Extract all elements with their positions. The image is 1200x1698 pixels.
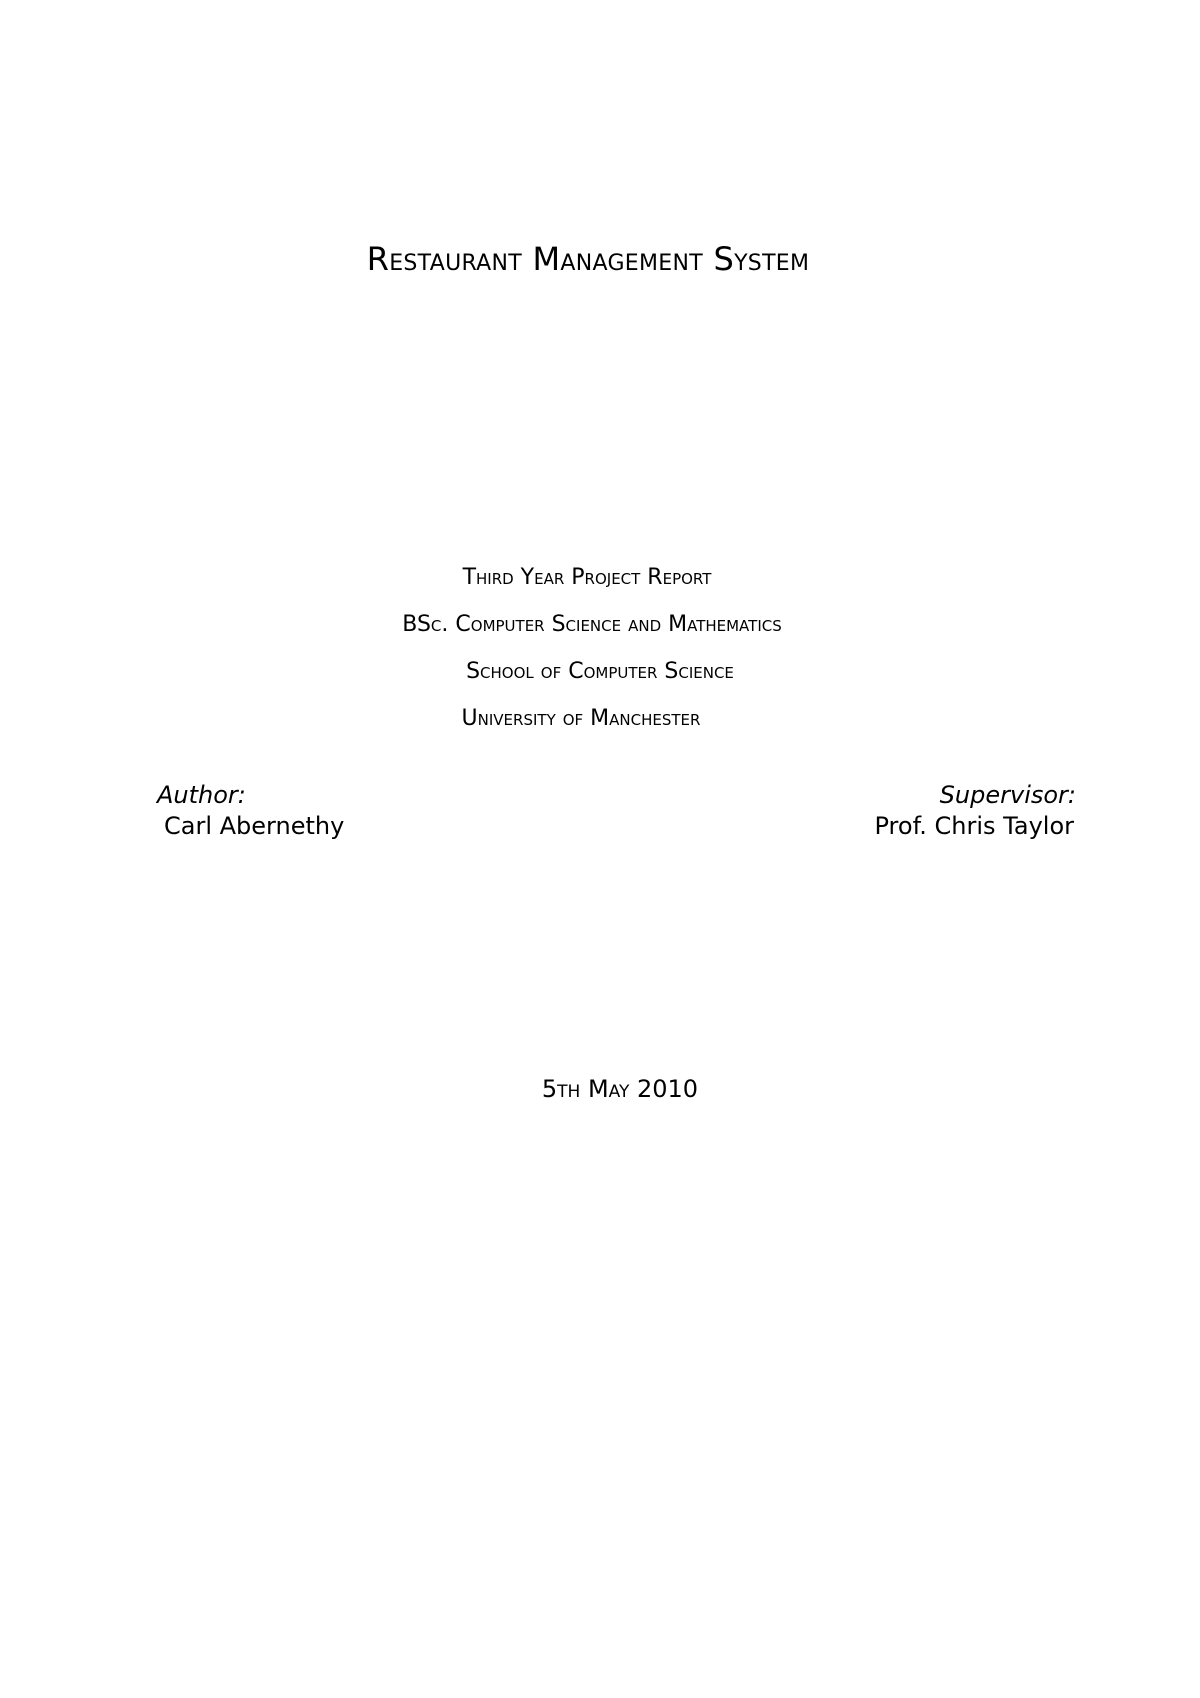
university-name: University of Manchester [461, 706, 701, 731]
author-name: Carl Abernethy [164, 812, 345, 840]
supervisor-name: Prof. Chris Taylor [874, 812, 1074, 840]
report-date: 5th May 2010 [541, 1075, 699, 1103]
report-title: Restaurant Management System [366, 240, 810, 278]
school-name: School of Computer Science [466, 659, 734, 684]
degree-programme: BSc. Computer Science and Mathematics [402, 612, 782, 637]
supervisor-label: Supervisor: [939, 781, 1076, 809]
report-type: Third Year Project Report [462, 565, 712, 590]
author-label: Author: [157, 781, 246, 809]
